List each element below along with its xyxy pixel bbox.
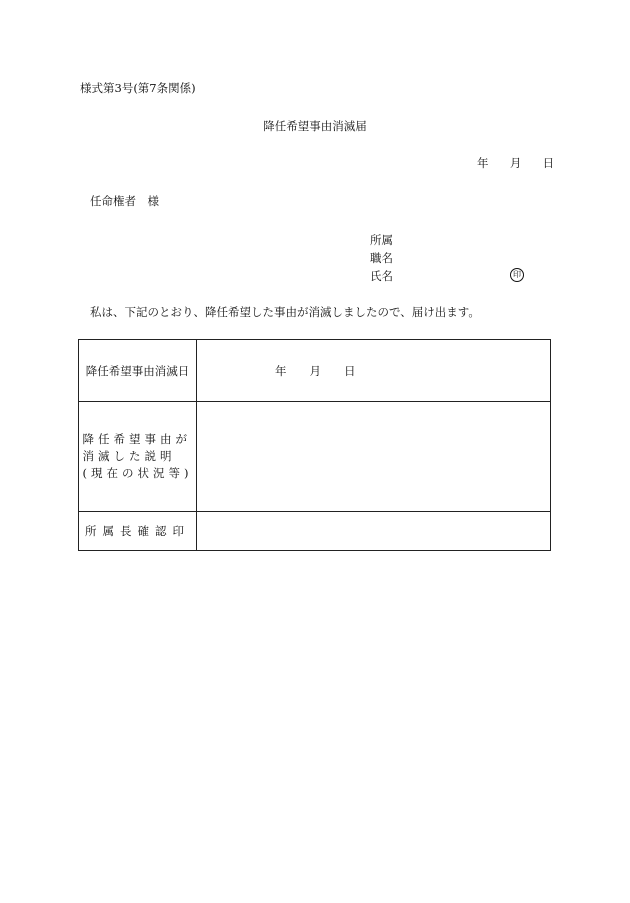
year-label: 年 [477,156,489,170]
extinction-date-field[interactable]: 年 月 日 [197,340,551,402]
explanation-label-line2: 消滅した説明 [82,449,176,463]
submission-date [477,155,554,171]
form-table [78,339,551,551]
table-row [79,512,551,551]
explanation-field[interactable] [197,402,551,512]
table-row [79,340,551,402]
name-label: 氏名 [370,269,393,283]
table-row [79,402,551,512]
sender-block [370,231,521,285]
explanation-label [79,402,197,512]
affiliation-row [370,231,393,249]
supervisor-seal-field[interactable] [197,512,551,551]
extinction-date-label: 降任希望事由消滅日 [79,340,197,402]
explanation-label-line1: 降任希望事由が [82,432,191,446]
name-row [370,267,521,285]
position-label: 職名 [370,251,393,265]
explanation-label-line3: (現在の状況等) [82,466,193,480]
seal-icon: 印 [510,268,524,282]
day-label: 日 [542,156,555,170]
document-title: 降任希望事由消滅届 [263,119,367,133]
month-label: 月 [509,156,522,170]
supervisor-seal-label: 所属長確認印 [79,512,197,551]
addressee: 任命権者 様 [90,194,159,208]
position-row [370,249,393,267]
affiliation-label: 所属 [370,233,393,247]
form-number: 様式第3号(第7条関係) [80,81,196,95]
declaration-text: 私は、下記のとおり、降任希望した事由が消滅しましたので、届け出ます。 [90,305,480,319]
